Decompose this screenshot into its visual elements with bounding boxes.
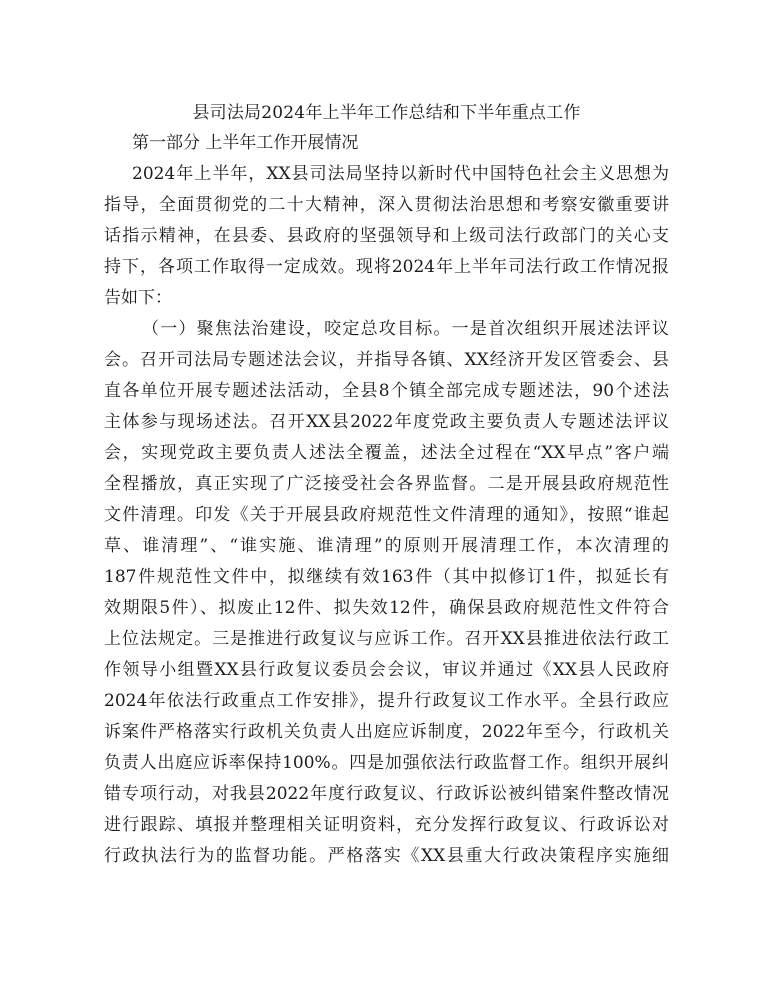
paragraph-line: 会。召开司法局专题述法会议，并指导各镇、XX经济开发区管委会、县 [104,350,669,370]
paragraph-line: 直各单位开展专题述法活动，全县8个镇全部完成专题述法，90个述法 [104,381,669,401]
intro-paragraph [104,159,669,314]
paragraph-line: 187件规范性文件中，拟继续有效163件（其中拟修订1件，拟延长有 [104,567,669,587]
section-heading: 第一部分 上半年工作开展情况 [132,133,359,153]
paragraph-line: 主体参与现场述法。召开XX县2022年度党政主要负责人专题述法评议 [104,412,669,432]
paragraph-line: 持下，各项工作取得一定成效。现将2024年上半年司法行政工作情况报 [104,257,669,277]
paragraph-line: 草、谁清理”、“谁实施、谁清理”的原则开展清理工作，本次清理的 [104,536,669,556]
document-body [104,99,669,872]
paragraph-line: 全程播放，真正实现了广泛接受社会各界监督。二是开展县政府规范性 [104,474,669,494]
paragraph-line: （一）聚焦法治建设，咬定总攻目标。一是首次组织开展述法评议 [142,319,669,339]
paragraph-line: 诉案件严格落实行政机关负责人出庭应诉制度，2022年至今，行政机关 [104,722,669,742]
paragraph-line: 告如下： [104,288,172,308]
paragraph-line: 效期限5件）、拟废止12件、拟失效12件，确保县政府规范性文件符合 [104,598,669,618]
paragraph-line: 负责人出庭应诉率保持100%。四是加强依法行政监督工作。组织开展纠 [104,753,669,773]
paragraph-line: 2024年依法行政重点工作安排》，提升行政复议工作水平。全县行政应 [104,691,669,711]
paragraph-line: 话指示精神，在县委、县政府的坚强领导和上级司法行政部门的关心支 [104,226,669,246]
rule-of-law-paragraph [104,314,669,872]
paragraph-line: 2024年上半年，XX县司法局坚持以新时代中国特色社会主义思想为 [132,164,669,184]
paragraph-line: 上位法规定。三是推进行政复议与应诉工作。召开XX县推进依法行政工 [104,629,669,649]
paragraph-line: 进行跟踪、填报并整理相关证明资料，充分发挥行政复议、行政诉讼对 [104,815,669,835]
paragraph-line: 作领导小组暨XX县行政复议委员会会议，审议并通过《XX县人民政府 [104,660,669,680]
document-title: 县司法局2024年上半年工作总结和下半年重点工作 [192,103,581,123]
paragraph-line: 指导，全面贯彻党的二十大精神，深入贯彻法治思想和考察安徽重要讲 [104,195,669,215]
paragraph-line: 行政执法行为的监督功能。严格落实《XX县重大行政决策程序实施细 [104,846,669,866]
paragraph-line: 文件清理。印发《关于开展县政府规范性文件清理的通知》，按照“谁起 [104,505,669,525]
paragraph-line: 会，实现党政主要负责人述法全覆盖，述法全过程在“XX早点”客户端 [104,443,669,463]
paragraph-line: 错专项行动，对我县2022年度行政复议、行政诉讼被纠错案件整改情况 [104,784,669,804]
